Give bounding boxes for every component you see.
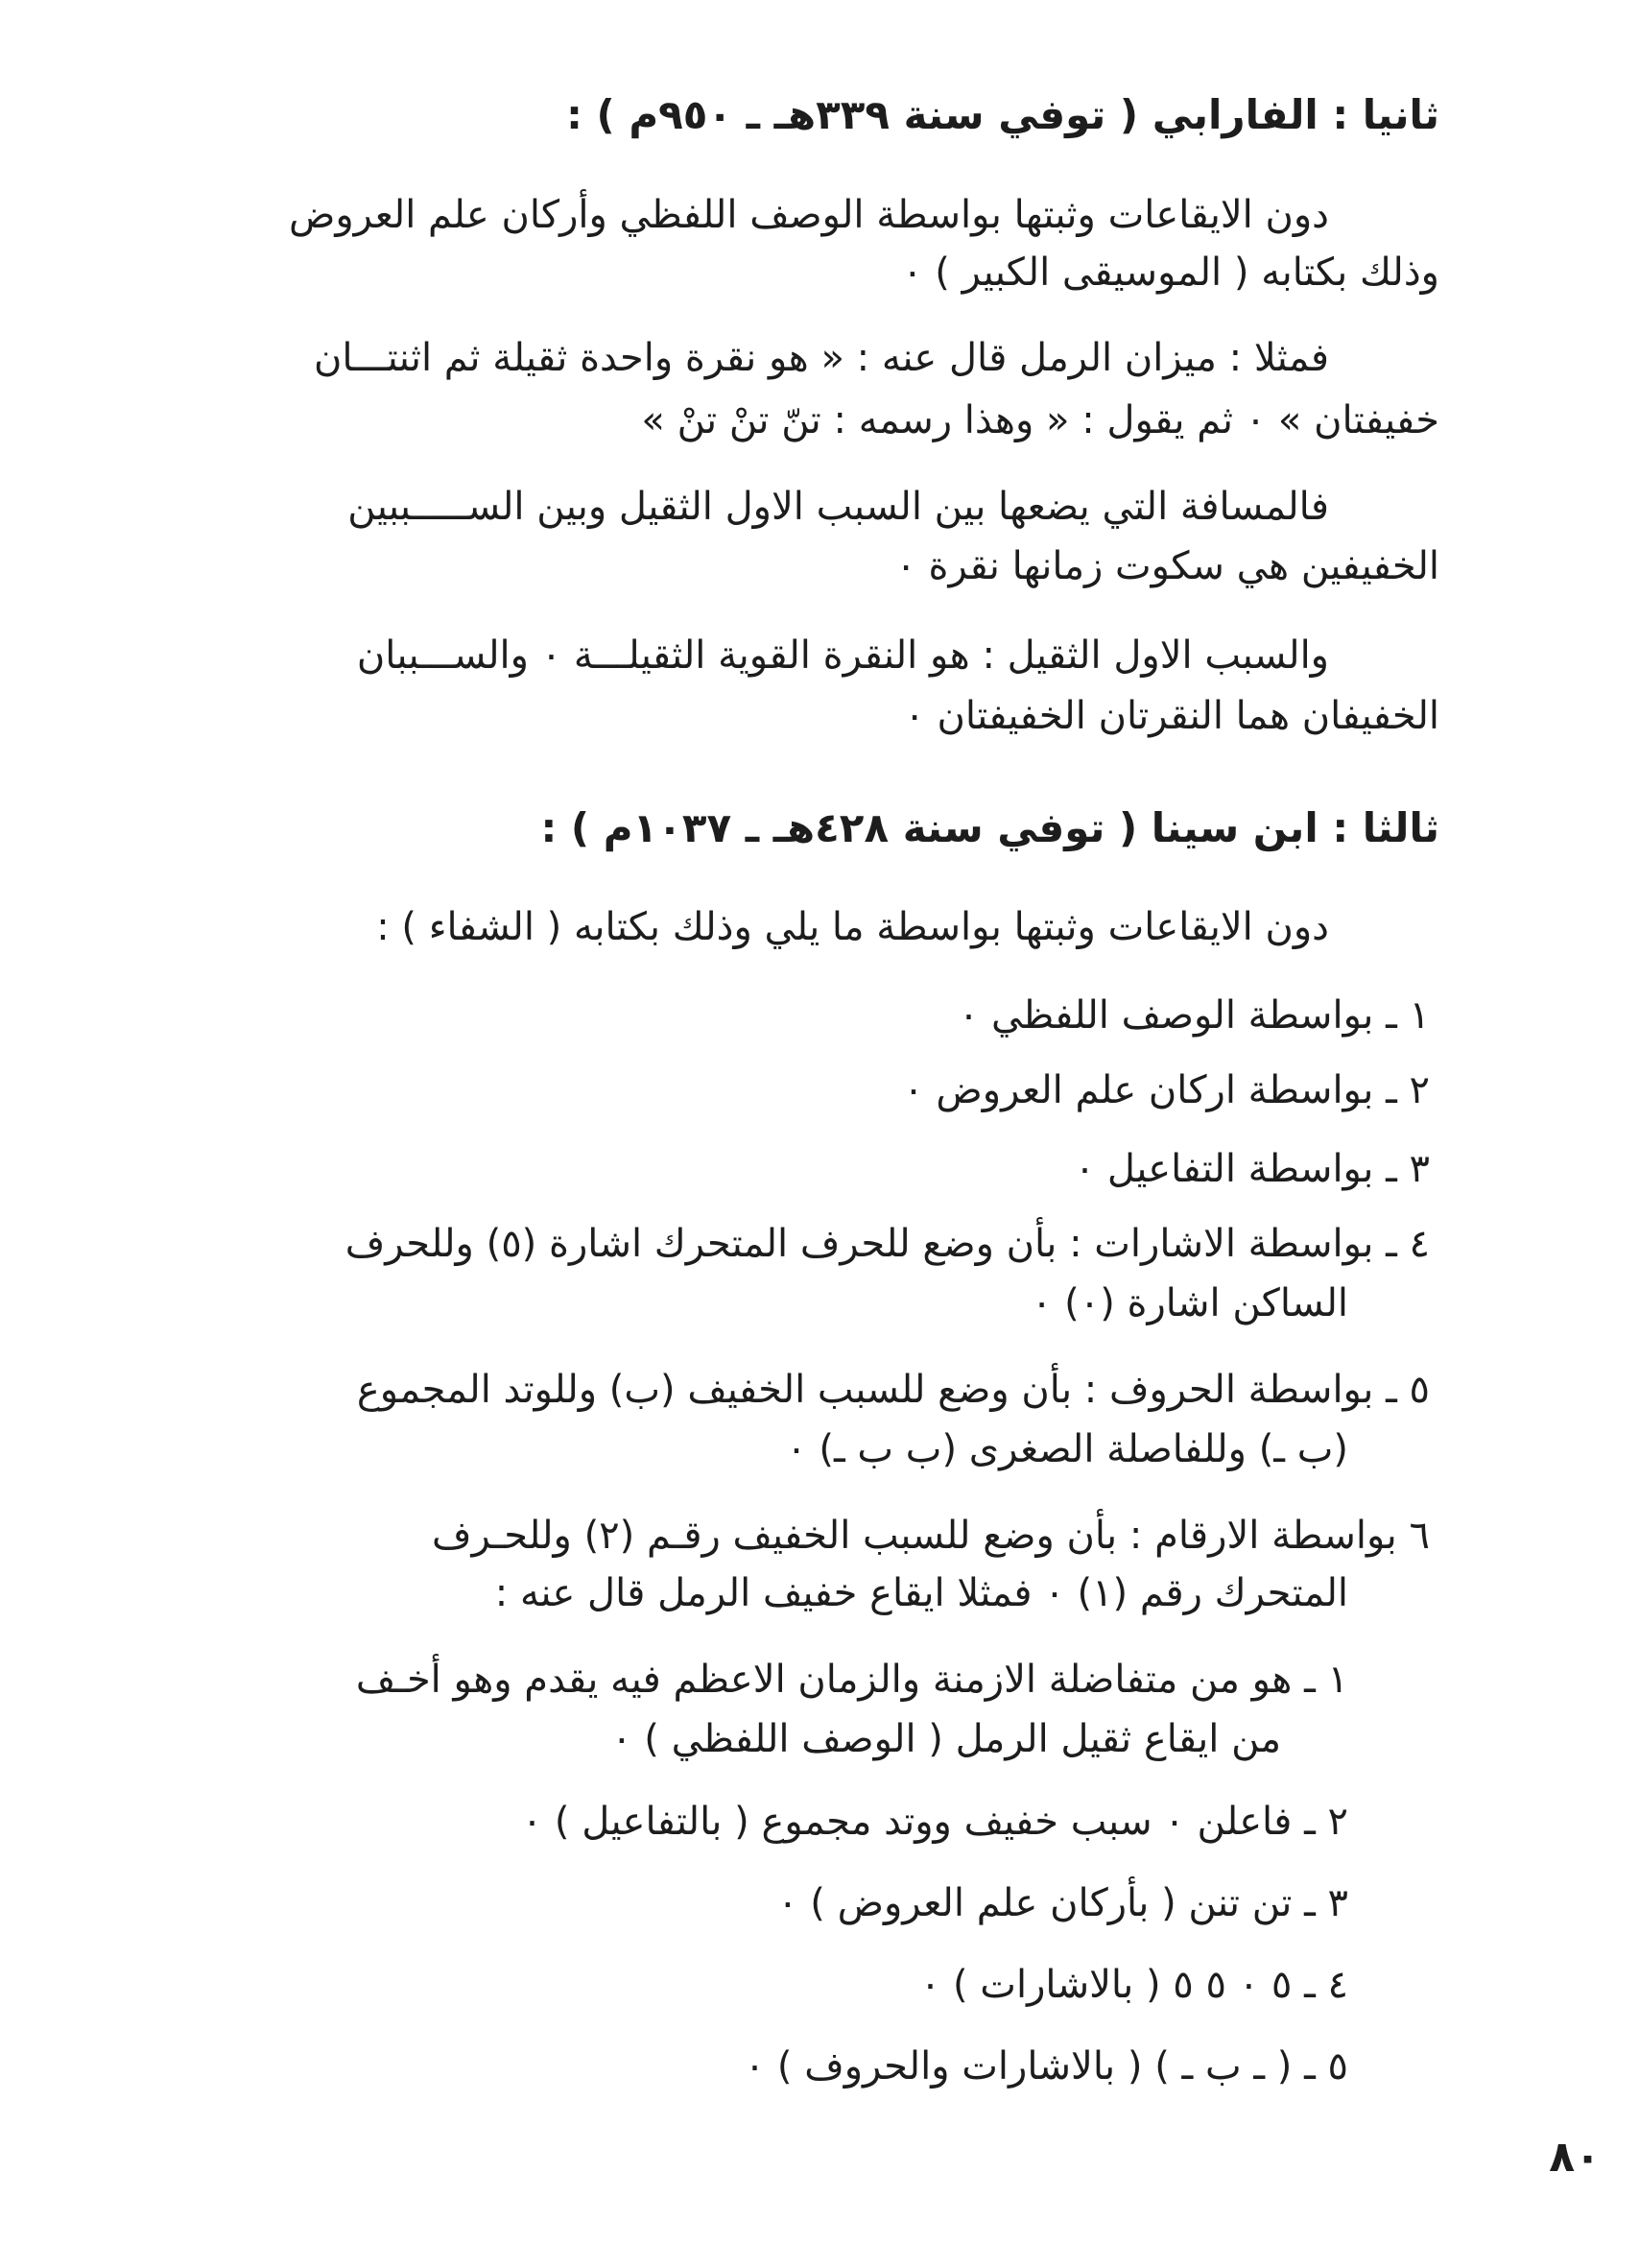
farabi-para-3-line-2: الخفيفين هي سكوت زمانها نقرة ٠ <box>895 544 1439 588</box>
method-item-4-line-1: ٤ ـ بواسطة الاشارات : بأن وضع للحرف المتحرك اشارة (٥) وللحرف <box>344 1222 1430 1266</box>
example-item-4: ٤ ـ ٥ ٠ ٥ ٥ ( بالاشارات ) ٠ <box>919 1963 1348 2007</box>
example-item-1-line-2: من ايقاع ثقيل الرمل ( الوصف اللفظي ) ٠ <box>611 1717 1281 1761</box>
example-item-2: ٢ ـ فاعلن ٠ سبب خفيف ووتد مجموع ( بالتفاعيل ) ٠ <box>521 1800 1348 1844</box>
farabi-para-3-line-1: فالمسافة التي يضعها بين السبب الاول الثقيل وبين الســـــببين <box>347 485 1329 529</box>
ibn-sina-intro: دون الايقاعات وثبتها بواسطة ما يلي وذلك بكتابه ( الشفاء ) : <box>376 905 1329 949</box>
example-item-1-line-1: ١ ـ هو من متفاضلة الازمنة والزمان الاعظم فيه يقدم وهو أخـف <box>355 1658 1348 1702</box>
method-item-4-line-2: الساكن اشارة (٠) ٠ <box>1031 1281 1348 1325</box>
method-item-2: ٢ ـ بواسطة اركان علم العروض ٠ <box>903 1068 1430 1112</box>
method-item-6-line-2: المتحرك رقم (١) ٠ فمثلا ايقاع خفيف الرمل قال عنه : <box>494 1571 1348 1615</box>
method-item-1: ١ ـ بواسطة الوصف اللفظي ٠ <box>958 993 1430 1038</box>
example-item-5: ٥ ـ ( ـ ب ـ ) ( بالاشارات والحروف ) ٠ <box>744 2044 1348 2089</box>
farabi-para-1-line-1: دون الايقاعات وثبتها بواسطة الوصف اللفظي وأركان علم العروض <box>288 193 1329 237</box>
method-item-5-line-1: ٥ ـ بواسطة الحروف : بأن وضع للسبب الخفيف (ب) وللوتد المجموع <box>356 1368 1430 1412</box>
book-page <box>192 0 1439 2268</box>
farabi-para-4-line-1: والسبب الاول الثقيل : هو النقرة القوية الثقيلـــة ٠ والســـببان <box>356 633 1329 678</box>
page-number: ٨٠ <box>1549 2133 1601 2182</box>
example-item-3: ٣ ـ تن تنن ( بأركان علم العروض ) ٠ <box>777 1881 1348 1925</box>
method-item-3: ٣ ـ بواسطة التفاعيل ٠ <box>1074 1147 1430 1191</box>
section-heading-ibn-sina: ثالثا : ابن سينا ( توفي سنة ٤٢٨هـ ـ ١٠٣٧م ) : <box>540 804 1439 851</box>
method-item-5-line-2: (ب ـ) وللفاصلة الصغرى (ب ب ـ) ٠ <box>786 1427 1348 1471</box>
farabi-para-2-line-1: فمثلا : ميزان الرمل قال عنه : « هو نقرة واحدة ثقيلة ثم اثنتـــان <box>313 336 1329 380</box>
farabi-para-1-line-2: وذلك بكتابه ( الموسيقى الكبير ) ٠ <box>902 251 1439 295</box>
section-heading-farabi: ثانيا : الفارابي ( توفي سنة ٣٣٩هـ ـ ٩٥٠م ) : <box>566 91 1439 138</box>
farabi-para-2-line-2: خفيفتان » ٠ ثم يقول : « وهذا رسمه : تنّ تنْ تنْ » <box>641 398 1439 442</box>
farabi-para-4-line-2: الخفيفان هما النقرتان الخفيفتان ٠ <box>904 694 1439 738</box>
method-item-6-line-1: ٦ بواسطة الارقام : بأن وضع للسبب الخفيف رقـم (٢) وللحـرف <box>432 1514 1430 1558</box>
